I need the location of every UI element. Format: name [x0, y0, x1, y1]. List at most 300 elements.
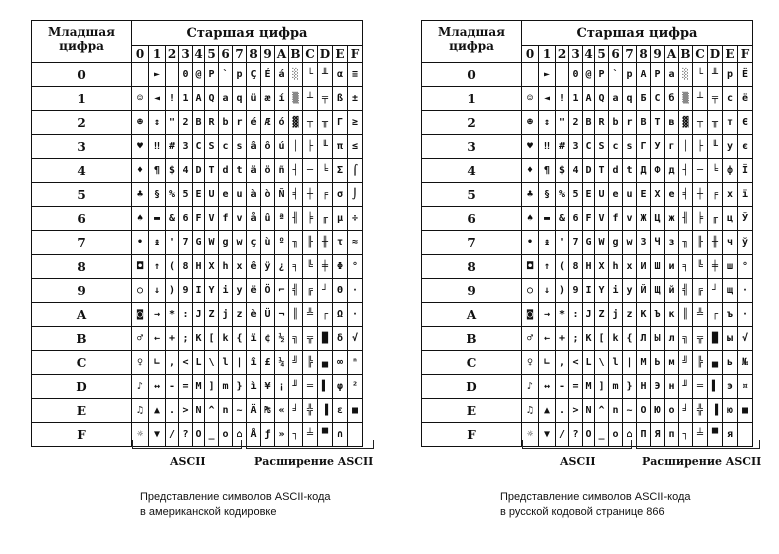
- char-cell: У: [651, 135, 665, 159]
- char-cell: ▼: [149, 423, 166, 447]
- char-cell: ╔: [303, 279, 318, 303]
- char-cell: !: [166, 87, 179, 111]
- char-cell: ╛: [679, 399, 693, 423]
- char-cell: ╒: [708, 183, 723, 207]
- high-digit-header: 3: [569, 46, 583, 63]
- char-cell: g: [609, 231, 623, 255]
- table-row: [32, 303, 363, 327]
- char-cell: ♂: [132, 327, 149, 351]
- char-cell: ⌂: [233, 423, 247, 447]
- char-cell: ф: [723, 159, 738, 183]
- table-row: [32, 159, 363, 183]
- char-cell: 8: [179, 255, 193, 279]
- char-cell: ê: [247, 255, 261, 279]
- low-digit-label: D: [422, 375, 522, 399]
- char-cell: m: [219, 375, 233, 399]
- high-digit-header: 3: [179, 46, 193, 63]
- char-cell: ƒ: [261, 423, 275, 447]
- char-cell: ♠: [522, 207, 539, 231]
- char-cell: [556, 63, 569, 87]
- char-cell: {: [623, 327, 637, 351]
- caption-line-1: Представление символов ASCII-кода: [140, 491, 331, 503]
- low-digit-label: A: [32, 303, 132, 327]
- char-cell: B: [193, 111, 205, 135]
- ascii-brace: [132, 440, 242, 449]
- char-cell: │: [289, 135, 303, 159]
- caption-line-2: в русской кодовой странице 866: [500, 506, 665, 518]
- char-cell: ▐: [708, 399, 723, 423]
- char-cell: 4: [179, 159, 193, 183]
- char-cell: ╟: [303, 231, 318, 255]
- char-cell: ╝: [289, 351, 303, 375]
- char-cell: P: [205, 63, 219, 87]
- char-cell: π: [333, 135, 348, 159]
- high-digit-header: 5: [205, 46, 219, 63]
- char-cell: ╡: [679, 183, 693, 207]
- char-cell: δ: [333, 327, 348, 351]
- char-cell: ♣: [132, 183, 149, 207]
- table-row: [422, 255, 753, 279]
- corner-header: Младшая цифра: [422, 21, 522, 63]
- low-digit-label: 8: [32, 255, 132, 279]
- char-cell: ╚: [303, 255, 318, 279]
- char-cell: o: [219, 423, 233, 447]
- high-digit-header: D: [318, 46, 333, 63]
- char-cell: ║: [679, 303, 693, 327]
- char-cell: (: [166, 255, 179, 279]
- char-cell: [: [205, 327, 219, 351]
- char-cell: ₧: [261, 399, 275, 423]
- char-cell: ╢: [679, 207, 693, 231]
- char-cell: s: [233, 135, 247, 159]
- extended-ascii-brace-label: Расширение ASCII: [642, 455, 762, 468]
- char-cell: Й: [637, 279, 651, 303]
- char-cell: <: [569, 351, 583, 375]
- char-cell: т: [723, 111, 738, 135]
- char-cell: á: [275, 63, 289, 87]
- char-cell: ╧: [303, 423, 318, 447]
- char-cell: (: [556, 255, 569, 279]
- char-cell: ♠: [132, 207, 149, 231]
- char-cell: ╘: [708, 159, 723, 183]
- char-cell: х: [723, 183, 738, 207]
- char-cell: ←: [539, 327, 556, 351]
- char-cell: ╖: [289, 231, 303, 255]
- char-cell: ■: [738, 399, 753, 423]
- char-cell: #: [166, 135, 179, 159]
- char-cell: ┤: [679, 159, 693, 183]
- low-digit-label: 5: [422, 183, 522, 207]
- char-cell: +: [166, 327, 179, 351]
- char-cell: █: [708, 327, 723, 351]
- char-cell: û: [261, 207, 275, 231]
- low-digit-label: 2: [32, 111, 132, 135]
- char-cell: N: [193, 399, 205, 423]
- char-cell: я: [723, 423, 738, 447]
- char-cell: Y: [595, 279, 609, 303]
- high-digit-group-header: Старшая цифра: [132, 21, 363, 46]
- char-cell: 0: [179, 63, 193, 87]
- high-digit-header: 9: [261, 46, 275, 63]
- char-cell: o: [609, 423, 623, 447]
- low-digit-label: 9: [422, 279, 522, 303]
- low-digit-label: 9: [32, 279, 132, 303]
- char-cell: d: [219, 159, 233, 183]
- char-cell: q: [233, 87, 247, 111]
- char-cell: <: [179, 351, 193, 375]
- char-cell: ◄: [149, 87, 166, 111]
- char-cell: →: [149, 303, 166, 327]
- table-row: [32, 111, 363, 135]
- high-digit-header: E: [723, 46, 738, 63]
- char-cell: Щ: [651, 279, 665, 303]
- char-cell: T: [595, 159, 609, 183]
- char-cell: ò: [261, 183, 275, 207]
- char-cell: Ї: [738, 159, 753, 183]
- char-cell: H: [193, 255, 205, 279]
- char-cell: z: [623, 303, 637, 327]
- table-row: [32, 399, 363, 423]
- high-digit-header: B: [290, 47, 301, 61]
- char-cell: d: [609, 159, 623, 183]
- char-cell: L: [583, 351, 595, 375]
- char-cell: S: [205, 135, 219, 159]
- char-cell: Φ: [333, 255, 348, 279]
- char-cell: O: [193, 423, 205, 447]
- char-cell: ►: [539, 63, 556, 87]
- char-cell: y: [233, 279, 247, 303]
- char-cell: ¿: [275, 255, 289, 279]
- char-cell: √: [348, 327, 363, 351]
- char-cell: ∩: [333, 423, 348, 447]
- low-digit-label: 2: [422, 111, 522, 135]
- char-cell: ▼: [539, 423, 556, 447]
- char-cell: p: [233, 63, 247, 87]
- char-cell: ≤: [348, 135, 363, 159]
- caption-american: [140, 490, 330, 520]
- char-cell: ╞: [303, 207, 318, 231]
- char-cell: :: [179, 303, 193, 327]
- char-cell: ": [556, 111, 569, 135]
- char-cell: 2: [179, 111, 193, 135]
- char-cell: Ю: [651, 399, 665, 423]
- table-row: [422, 375, 753, 399]
- char-cell: V: [205, 207, 219, 231]
- char-cell: ⁿ: [348, 351, 363, 375]
- char-cell: п: [665, 423, 679, 447]
- table-row: [32, 63, 363, 87]
- char-cell: [166, 63, 179, 87]
- char-cell: └: [303, 63, 318, 87]
- char-cell: Р: [651, 63, 665, 87]
- char-cell: ^: [595, 399, 609, 423]
- ascii-table-russian-866: [421, 20, 753, 447]
- char-cell: ┼: [693, 183, 708, 207]
- table-row: [422, 159, 753, 183]
- high-digit-header: D: [708, 46, 723, 63]
- char-cell: у: [723, 135, 738, 159]
- char-cell: c: [219, 135, 233, 159]
- char-cell: W: [595, 231, 609, 255]
- char-cell: │: [679, 135, 693, 159]
- char-cell: H: [583, 255, 595, 279]
- char-cell: ╬: [693, 399, 708, 423]
- char-cell: $: [556, 159, 569, 183]
- char-cell: p: [623, 63, 637, 87]
- char-cell: Ы: [651, 327, 665, 351]
- char-cell: ▀: [708, 423, 723, 447]
- char-cell: t: [623, 159, 637, 183]
- high-digit-header: 4: [584, 47, 593, 61]
- char-cell: ╔: [693, 279, 708, 303]
- char-cell: F: [193, 207, 205, 231]
- char-cell: v: [233, 207, 247, 231]
- char-cell: ;: [179, 327, 193, 351]
- char-cell: О: [637, 399, 651, 423]
- char-cell: 7: [179, 231, 193, 255]
- char-cell: ¢: [261, 327, 275, 351]
- char-cell: №: [738, 351, 753, 375]
- char-cell: ё: [738, 87, 753, 111]
- char-cell: T: [205, 159, 219, 183]
- low-digit-label: F: [32, 423, 132, 447]
- char-cell: Ь: [651, 351, 665, 375]
- char-cell: Э: [651, 375, 665, 399]
- char-cell: ¤: [738, 375, 753, 399]
- char-cell: ÿ: [261, 255, 275, 279]
- char-cell: U: [205, 183, 219, 207]
- char-cell: с: [723, 87, 738, 111]
- char-cell: Ç: [247, 63, 261, 87]
- char-cell: b: [609, 111, 623, 135]
- char-cell: И: [637, 255, 651, 279]
- char-cell: 2: [569, 111, 583, 135]
- char-cell: %: [166, 183, 179, 207]
- char-cell: X: [595, 255, 609, 279]
- high-digit-header: 8: [247, 46, 261, 63]
- char-cell: [132, 63, 149, 87]
- char-cell: ◙: [132, 303, 149, 327]
- char-cell: ∞: [333, 351, 348, 375]
- low-digit-label: 4: [422, 159, 522, 183]
- char-cell: з: [665, 231, 679, 255]
- high-digit-header: 8: [637, 46, 651, 63]
- high-digit-header: F: [348, 46, 363, 63]
- table-row: [32, 207, 363, 231]
- char-cell: ╨: [708, 63, 723, 87]
- char-cell: ": [166, 111, 179, 135]
- char-cell: «: [275, 399, 289, 423]
- char-cell: √: [738, 327, 753, 351]
- char-cell: ♫: [522, 399, 539, 423]
- char-cell: :: [569, 303, 583, 327]
- char-cell: ª: [275, 207, 289, 231]
- char-cell: ъ: [723, 303, 738, 327]
- char-cell: ├: [693, 135, 708, 159]
- char-cell: ▬: [149, 207, 166, 231]
- table-row: [32, 135, 363, 159]
- char-cell: ┴: [693, 87, 708, 111]
- low-digit-label: C: [422, 351, 522, 375]
- table-row: [32, 279, 363, 303]
- char-cell: Ä: [247, 399, 261, 423]
- char-cell: ╪: [318, 255, 333, 279]
- char-cell: 9: [179, 279, 193, 303]
- ascii-table-american: [31, 20, 363, 447]
- char-cell: а: [665, 63, 679, 87]
- high-digit-header: 1: [149, 46, 166, 63]
- low-digit-label: 8: [422, 255, 522, 279]
- char-cell: `: [609, 63, 623, 87]
- char-cell: ╓: [318, 207, 333, 231]
- char-cell: ~: [233, 399, 247, 423]
- low-digit-label: D: [32, 375, 132, 399]
- char-cell: ↑: [149, 255, 166, 279]
- low-digit-label: B: [32, 327, 132, 351]
- high-digit-header: A: [275, 46, 289, 63]
- char-cell: a: [219, 87, 233, 111]
- char-cell: Æ: [261, 111, 275, 135]
- char-cell: x: [233, 255, 247, 279]
- char-cell: ═: [303, 375, 318, 399]
- char-cell: 8: [569, 255, 583, 279]
- char-cell: й: [665, 279, 679, 303]
- char-cell: ў: [738, 231, 753, 255]
- char-cell: ▬: [539, 207, 556, 231]
- char-cell: ╣: [289, 279, 303, 303]
- char-cell: z: [233, 303, 247, 327]
- char-cell: ╫: [318, 231, 333, 255]
- char-cell: ε: [333, 399, 348, 423]
- char-cell: ∟: [539, 351, 556, 375]
- char-cell: Ü: [261, 303, 275, 327]
- char-cell: ╞: [693, 207, 708, 231]
- high-digit-header: 2: [166, 46, 179, 63]
- char-cell: ╥: [708, 111, 723, 135]
- char-cell: ╫: [708, 231, 723, 255]
- char-cell: ▲: [539, 399, 556, 423]
- char-cell: W: [205, 231, 219, 255]
- high-digit-header: 6: [219, 46, 233, 63]
- char-cell: ↨: [149, 231, 166, 255]
- char-cell: ◙: [522, 303, 539, 327]
- high-digit-header: 7: [233, 46, 247, 63]
- char-cell: ╩: [693, 303, 708, 327]
- char-cell: ц: [723, 207, 738, 231]
- char-cell: ┐: [679, 423, 693, 447]
- char-cell: ⌡: [348, 183, 363, 207]
- char-cell: и: [665, 255, 679, 279]
- low-digit-label: 3: [422, 135, 522, 159]
- char-cell: à: [247, 183, 261, 207]
- char-cell: S: [595, 135, 609, 159]
- char-cell: {: [233, 327, 247, 351]
- char-cell: ¶: [149, 159, 166, 183]
- char-cell: ╙: [708, 135, 723, 159]
- char-cell: ь: [723, 351, 738, 375]
- char-cell: ж: [665, 207, 679, 231]
- char-cell: J: [583, 303, 595, 327]
- char-cell: ш: [723, 255, 738, 279]
- char-cell: \: [595, 351, 609, 375]
- char-cell: ┌: [708, 303, 723, 327]
- low-digit-label: 5: [32, 183, 132, 207]
- char-cell: Х: [651, 183, 665, 207]
- char-cell: э: [723, 375, 738, 399]
- char-cell: ': [166, 231, 179, 255]
- table-row: [32, 87, 363, 111]
- char-cell: ╢: [289, 207, 303, 231]
- char-cell: ╓: [708, 207, 723, 231]
- char-cell: ┬: [303, 111, 318, 135]
- char-cell: Ш: [651, 255, 665, 279]
- char-cell: l: [609, 351, 623, 375]
- char-cell: ┘: [318, 279, 333, 303]
- char-cell: k: [609, 327, 623, 351]
- char-cell: \: [205, 351, 219, 375]
- char-cell: ↔: [149, 375, 166, 399]
- char-cell: ‼: [149, 135, 166, 159]
- char-cell: ú: [275, 135, 289, 159]
- char-cell: e: [609, 183, 623, 207]
- char-cell: ╬: [303, 399, 318, 423]
- char-cell: R: [595, 111, 609, 135]
- char-cell: R: [205, 111, 219, 135]
- char-cell: N: [583, 399, 595, 423]
- char-cell: ╝: [679, 351, 693, 375]
- char-cell: ☻: [132, 111, 149, 135]
- char-cell: a: [609, 87, 623, 111]
- char-cell: P: [595, 63, 609, 87]
- char-cell: 3: [179, 135, 193, 159]
- char-cell: ╦: [693, 327, 708, 351]
- high-digit-header: A: [665, 46, 679, 63]
- table-row: [422, 303, 753, 327]
- char-cell: Γ: [333, 111, 348, 135]
- char-cell: -: [556, 375, 569, 399]
- char-cell: O: [583, 423, 595, 447]
- char-cell: f: [609, 207, 623, 231]
- char-cell: б: [665, 87, 679, 111]
- char-cell: ]: [205, 375, 219, 399]
- char-cell: [522, 63, 539, 87]
- char-cell: ½: [275, 327, 289, 351]
- char-cell: Ч: [651, 231, 665, 255]
- char-cell: ': [556, 231, 569, 255]
- char-cell: ○: [132, 279, 149, 303]
- high-digit-header: B: [680, 47, 691, 61]
- char-cell: U: [595, 183, 609, 207]
- char-cell: ¶: [539, 159, 556, 183]
- low-digit-label: E: [32, 399, 132, 423]
- char-cell: ▐: [318, 399, 333, 423]
- char-cell: r: [233, 111, 247, 135]
- char-cell: ╙: [318, 135, 333, 159]
- char-cell: ·: [738, 279, 753, 303]
- char-cell: ,: [166, 351, 179, 375]
- char-cell: Y: [205, 279, 219, 303]
- char-cell: t: [233, 159, 247, 183]
- table-row: [32, 327, 363, 351]
- char-cell: ♪: [132, 375, 149, 399]
- char-cell: ☺: [132, 87, 149, 111]
- char-cell: ♂: [522, 327, 539, 351]
- char-cell: æ: [261, 87, 275, 111]
- char-cell: щ: [723, 279, 738, 303]
- char-cell: c: [609, 135, 623, 159]
- char-cell: §: [149, 183, 166, 207]
- char-cell: ä: [247, 159, 261, 183]
